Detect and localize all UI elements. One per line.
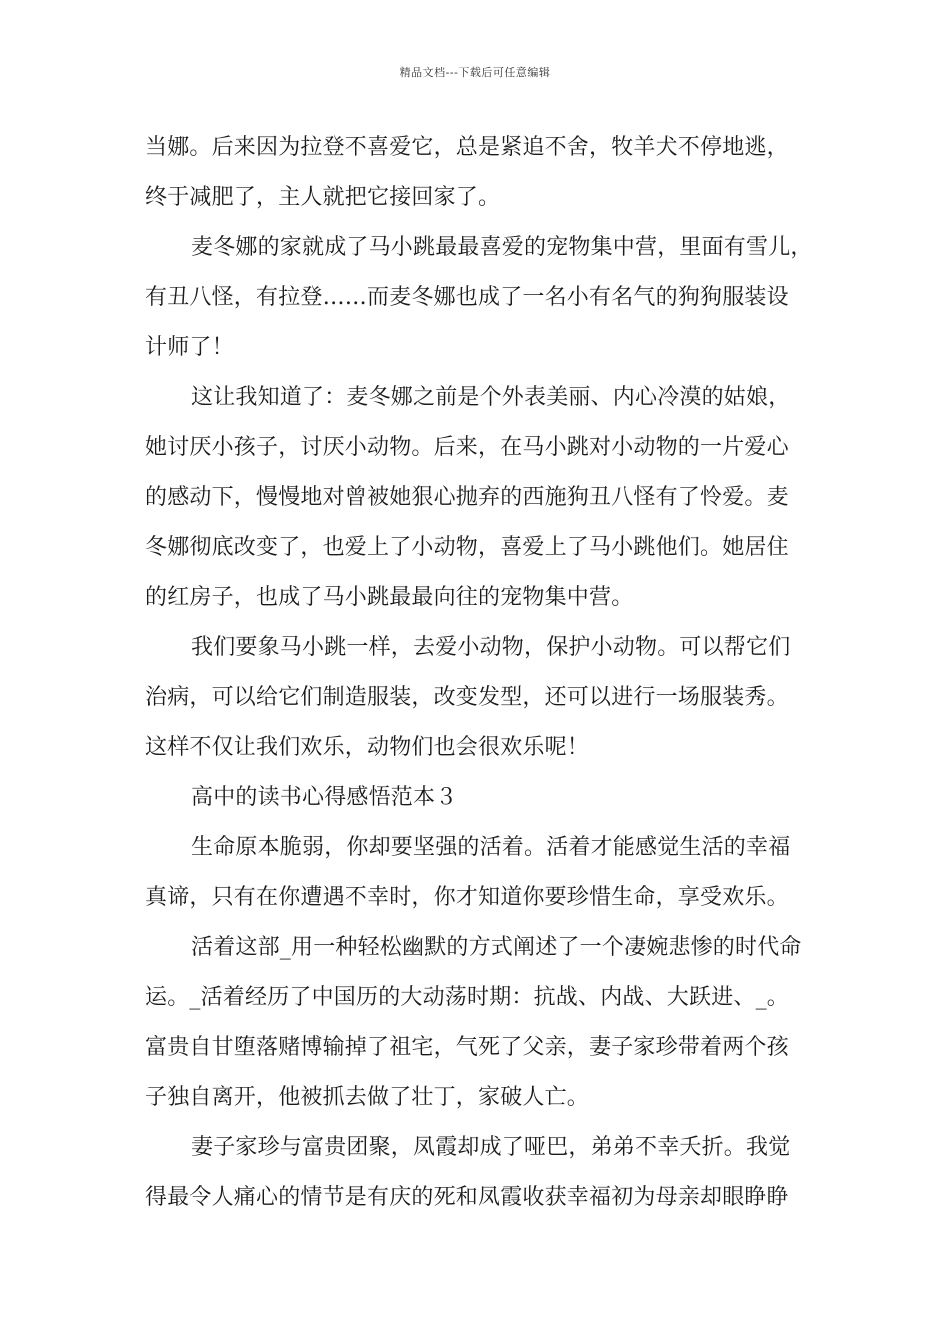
text-line: 麦冬娜的家就成了马小跳最最喜爱的宠物集中营，里面有雪儿，: [191, 235, 813, 260]
text-line: 这让我知道了：麦冬娜之前是个外表美丽、内心冷漠的姑娘，: [191, 385, 791, 410]
text-line: 妻子家珍与富贵团聚，凤霞却成了哑巴，弟弟不幸夭折。我觉: [191, 1135, 791, 1160]
text-line: 活着这部_用一种轻松幽默的方式阐述了一个凄婉悲惨的时代命: [191, 935, 802, 960]
section-heading: [145, 778, 825, 828]
text-line: 富贵自甘堕落赌博输掉了祖宅，气死了父亲，妻子家珍带着两个孩: [145, 1035, 789, 1060]
document-body: [145, 128, 825, 1228]
text-line: 我们要象马小跳一样，去爱小动物，保护小动物。可以帮它们: [191, 635, 791, 660]
paragraph: [145, 128, 825, 228]
paragraph: [145, 828, 825, 928]
text-line: 冬娜彻底改变了，也爱上了小动物，喜爱上了马小跳他们。她居住: [145, 535, 789, 560]
paragraph: [145, 1128, 825, 1228]
text-line: 这样不仅让我们欢乐，动物们也会很欢乐呢！: [145, 735, 590, 760]
text-line: 子独自离开，他被抓去做了壮丁，家破人亡。: [145, 1085, 590, 1110]
text-line: 治病，可以给它们制造服装，改变发型，还可以进行一场服装秀。: [145, 685, 789, 710]
paragraph: [145, 928, 825, 1128]
text-line: 真谛，只有在你遭遇不幸时，你才知道你要珍惜生命，享受欢乐。: [145, 885, 789, 910]
text-line: 生命原本脆弱，你却要坚强的活着。活着才能感觉生活的幸福: [191, 835, 791, 860]
text-line: 得最令人痛心的情节是有庆的死和凤霞收获幸福初为母亲却眼睁睁: [145, 1185, 789, 1210]
paragraph: [145, 628, 825, 778]
text-line: 的感动下，慢慢地对曾被她狠心抛弃的西施狗丑八怪有了怜爱。麦: [145, 485, 789, 510]
text-line: 当娜。后来因为拉登不喜爱它，总是紧追不舍，牧羊犬不停地逃，: [145, 135, 789, 160]
text-line: 她讨厌小孩子，讨厌小动物。后来，在马小跳对小动物的一片爱心: [145, 435, 789, 460]
page-header: 精品文档---下载后可任意编辑: [399, 66, 551, 79]
text-line: 终于减肥了，主人就把它接回家了。: [145, 185, 501, 210]
section-title: 高中的读书心得感悟范本３: [191, 785, 458, 810]
text-line: 的红房子，也成了马小跳最最向往的宠物集中营。: [145, 585, 634, 610]
text-line: 有丑八怪，有拉登……而麦冬娜也成了一名小有名气的狗狗服装设: [145, 285, 789, 310]
paragraph: [145, 228, 825, 378]
text-line: 计师了！: [145, 335, 234, 360]
paragraph: [145, 378, 825, 628]
text-line: 运。_活着经历了中国历的大动荡时期：抗战、内战、大跃进、_。: [145, 985, 790, 1010]
